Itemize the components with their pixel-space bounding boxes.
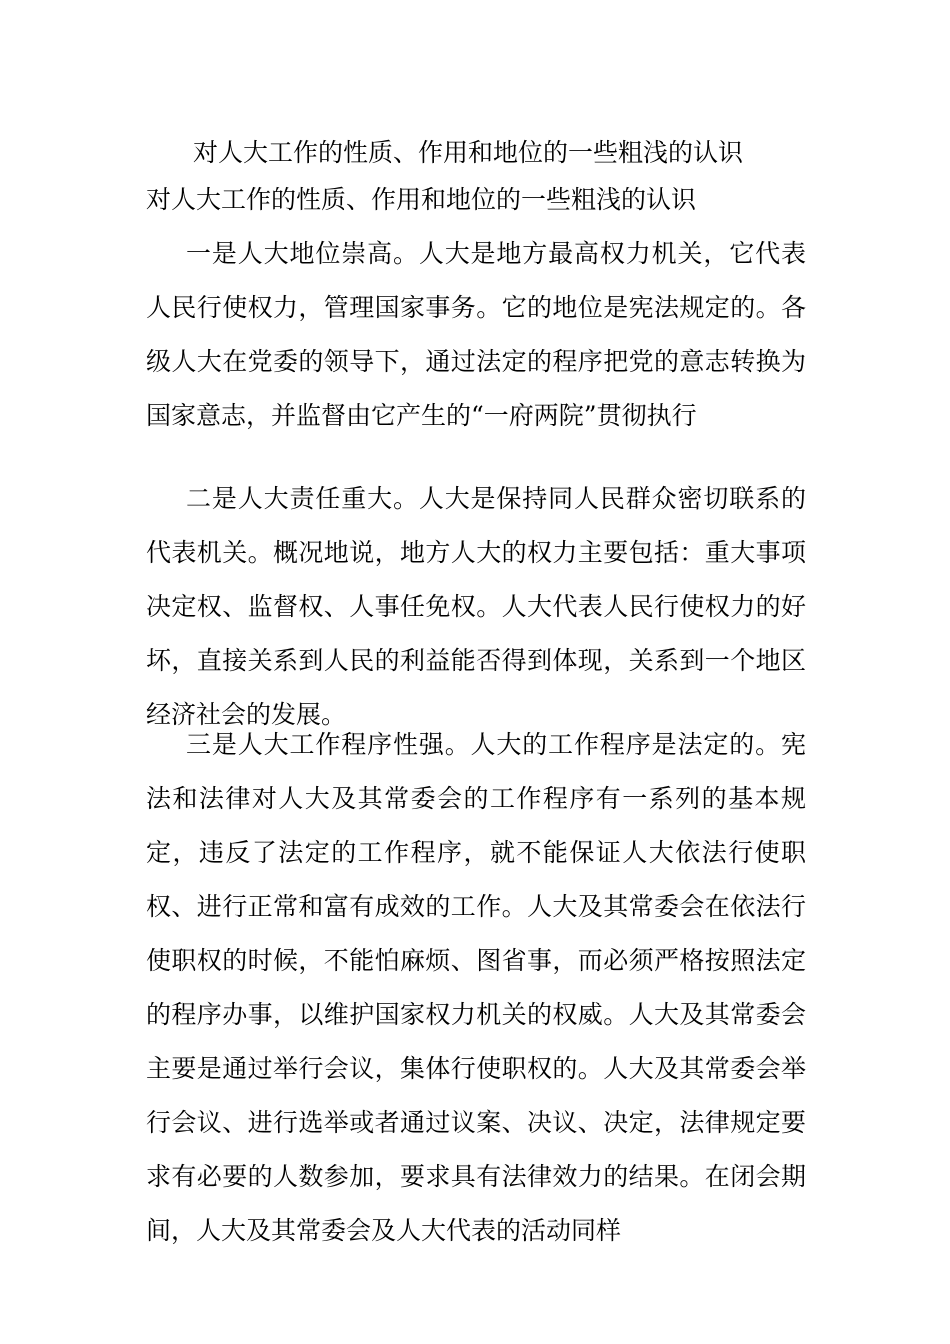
document-subtitle: 对人大工作的性质、作用和地位的一些粗浅的认识 bbox=[146, 185, 697, 214]
paragraph-1: 一是人大地位崇高。人大是地方最高权力机关，它代表人民行使权力，管理国家事务。它的地位是宪法规定的。各级人大在党委的领导下，通过法定的程序把党的意志转换为国家意志，并监督由它产生的“一府两院”贯彻执行 bbox=[146, 239, 806, 430]
paragraph-3: 三是人大工作程序性强。人大的工作程序是法定的。宪法和法律对人大及其常委会的工作程序有一系列的基本规定，违反了法定的工作程序，就不能保证人大依法行使职权、进行正常和富有成效的工作。人大及其常委会在依法行使职权的时候，不能怕麻烦、图省事，而必须严格按照法定的程序办事，以维护国家权力机关的权威。人大及其常委会主要是通过举行会议，集体行使职权的。人大及其常委会举行会议、进行选举或者通过议案、决议、决定，法律规定要求有必要的人数参加，要求具有法律效力的结果。在闭会期间，人大及其常委会及人大代表的活动同样 bbox=[146, 730, 806, 1245]
paragraph-2: 二是人大责任重大。人大是保持同人民群众密切联系的代表机关。概况地说，地方人大的权力主要包括：重大事项决定权、监督权、人事任免权。人大代表人民行使权力的好坏，直接关系到人民的利益能否得到体现，关系到一个地区经济社会的发展。 bbox=[146, 484, 806, 729]
document-title: 对人大工作的性质、作用和地位的一些粗浅的认识 bbox=[193, 138, 744, 167]
